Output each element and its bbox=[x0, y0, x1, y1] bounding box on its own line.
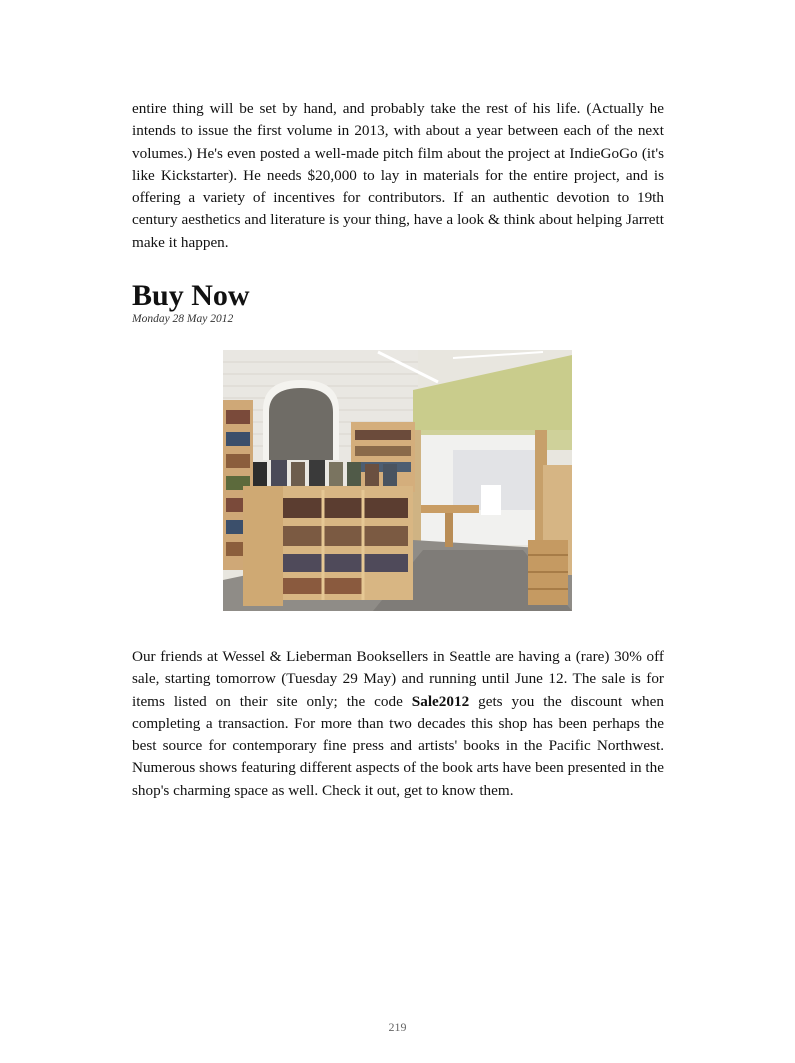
discount-code: Sale2012 bbox=[411, 692, 470, 710]
intro-paragraph: entire thing will be set by hand, and probably take the rest of his life. (Actually he intends to issue the first volume in 2013, with about a year between each of the next volumes.) He's even posted a well-made pitch film about the project at IndieGoGo (it's like Kickstarter). He needs $20,000 to lay in materials for the entire project, and is offering a variety of incentives for contributors. If an authentic devotion to 19th century aesthetics and literature is your thing, have a look & think about helping Jarrett make it happen. bbox=[132, 100, 664, 251]
post-body bbox=[132, 646, 664, 802]
post-body-text-end: gets you the discount when completing a transaction. For more than two decades this shop has been perhaps the best source for contemporary fine press and artists' books in the Pacific Northwest. Numerous shows featuring different aspects of the book arts have been presented in the shop's charming space as well. Check it out, get to know them. bbox=[132, 692, 664, 799]
post-title: Buy Now bbox=[132, 279, 250, 312]
post-body-text-start: Our friends at Wessel & Lieberman Booksellers in Seattle are having a (rare) 30% off sale, starting tomorrow (Tuesday 29 May) and running until June 12. The sale is for items listed on their site only; the code bbox=[132, 648, 664, 710]
bookstore-photo bbox=[223, 350, 572, 611]
post-date: Monday 28 May 2012 bbox=[132, 313, 234, 325]
page-number: 219 bbox=[388, 1020, 407, 1034]
